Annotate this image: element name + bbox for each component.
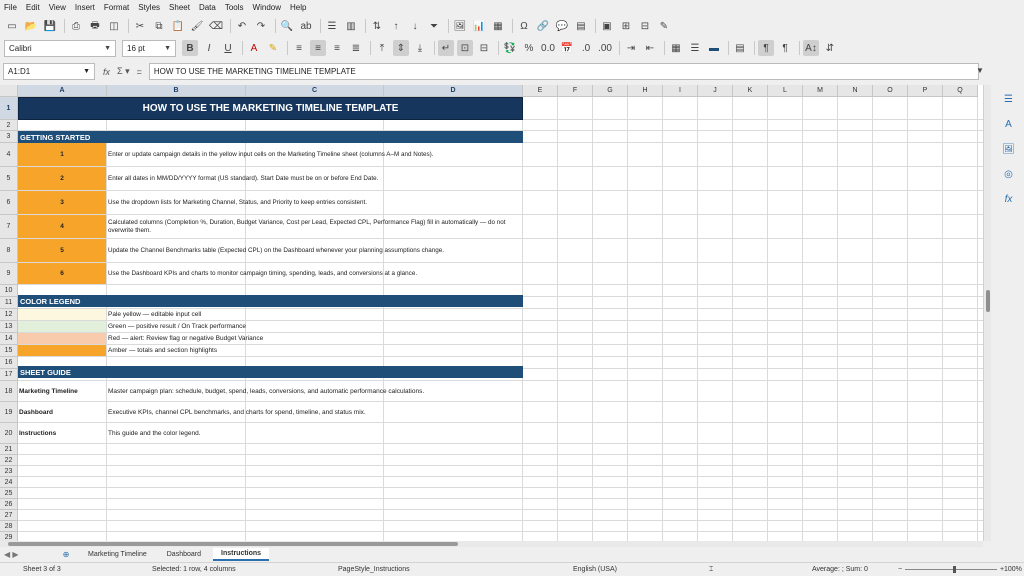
menu-tools[interactable]: Tools (224, 2, 244, 12)
legend-swatch[interactable] (18, 345, 106, 356)
column-header-a[interactable]: A (18, 85, 107, 97)
autofilter-icon[interactable]: ⏷ (430, 20, 438, 32)
row-header-17[interactable]: 17 (0, 369, 18, 381)
row-header-9[interactable]: 9 (0, 263, 18, 285)
align-top-icon[interactable]: ⤒ (379, 42, 385, 54)
menu-help[interactable]: Help (290, 2, 307, 12)
select-all-corner[interactable] (0, 85, 18, 97)
row-header-10[interactable]: 10 (0, 285, 18, 297)
find-replace-icon[interactable]: 🔍 (280, 20, 294, 32)
toolbar-separator (242, 41, 243, 55)
redo-icon[interactable]: ↷ (256, 20, 266, 32)
column-header-q[interactable]: Q (943, 85, 978, 97)
functions-icon[interactable]: fx (1004, 193, 1013, 205)
toolbar-separator (512, 19, 513, 33)
wrap-text-icon[interactable]: ↵ (438, 40, 454, 56)
toolbar-separator (664, 41, 665, 55)
tab-label: Marketing Timeline (88, 550, 147, 558)
gridline-col (907, 97, 908, 541)
gridline-row (18, 487, 983, 488)
status-summary[interactable]: Average: ; Sum: 0 (812, 566, 868, 573)
row-header-19[interactable]: 19 (0, 402, 18, 423)
name-box[interactable] (3, 63, 95, 80)
gridline-row (18, 531, 983, 532)
guide-sheet-name-cell[interactable]: Dashboard (19, 408, 53, 416)
toolbar-separator (287, 41, 288, 55)
sidebar-deck (993, 85, 1024, 541)
column-header-c[interactable]: C (246, 85, 384, 97)
percent-format-icon[interactable]: % (524, 42, 534, 54)
step-number-cell[interactable]: 1 (18, 143, 106, 166)
tab-dashboard[interactable] (159, 548, 209, 561)
section-getting-started[interactable] (18, 131, 523, 143)
comment-icon[interactable]: 💬 (555, 20, 569, 32)
row-header-2[interactable]: 2 (0, 120, 18, 131)
formatting-toolbar (0, 37, 1024, 59)
scroll-thumb[interactable] (8, 542, 458, 546)
menu-view[interactable]: View (48, 2, 66, 12)
guide-description-cell[interactable]: Executive KPIs, channel CPL benchmarks, and charts for spend, timeline, and status mix. (108, 408, 366, 416)
column-header-d[interactable]: D (384, 85, 523, 97)
menu-format[interactable]: Format (103, 2, 130, 12)
column-header-h[interactable]: H (628, 85, 663, 97)
toolbar-separator (320, 19, 321, 33)
row-header-24[interactable]: 24 (0, 477, 18, 488)
tab-marketing-timeline[interactable] (80, 548, 155, 561)
toolbar-separator (434, 41, 435, 55)
gridline-col (872, 97, 873, 541)
toolbar-separator (275, 19, 276, 33)
navigator-icon[interactable]: ◎ (1004, 168, 1013, 180)
row-header-29[interactable]: 29 (0, 532, 18, 541)
sort-descending-icon[interactable]: ↓ (412, 20, 418, 32)
menu-insert[interactable]: Insert (74, 2, 95, 12)
column-header-g[interactable]: G (593, 85, 628, 97)
add-decimal-icon[interactable]: .0 (581, 42, 591, 54)
insert-image-icon[interactable]: 🖼 (453, 20, 467, 32)
expand-formula-bar-icon[interactable]: ▼ (976, 66, 984, 75)
pivot-table-icon[interactable]: ▦ (493, 20, 503, 32)
add-sheet-icon[interactable]: ⊕ (62, 549, 70, 559)
toolbar-separator (128, 19, 129, 33)
step-text-cell[interactable]: Calculated columns (Completion %, Duration, Budget Variance, Cost per Lead, Expected CPL, Performance Flag) fill in automatically — do not overwrite them. (108, 218, 506, 234)
formula-bar (0, 61, 1024, 82)
print-preview-icon[interactable]: ◫ (109, 20, 119, 32)
cut-icon[interactable]: ✂ (135, 20, 145, 32)
column-header-k[interactable]: K (733, 85, 768, 97)
gridline-row (18, 454, 983, 455)
row-header-21[interactable]: 21 (0, 444, 18, 455)
bold-icon[interactable]: B (182, 40, 198, 56)
gridline-col (697, 97, 698, 541)
status-zoom[interactable]: 100% (1004, 566, 1022, 573)
styles-icon[interactable]: A (1005, 118, 1012, 130)
row-header-6[interactable]: 6 (0, 191, 18, 215)
align-bottom-icon[interactable]: ⤓ (417, 42, 423, 54)
increase-indent-icon[interactable]: ⇥ (626, 42, 636, 54)
row-header-27[interactable]: 27 (0, 510, 18, 521)
clear-formatting-icon[interactable]: ⌫ (208, 20, 224, 32)
step-text-cell[interactable]: Enter all dates in MM/DD/YYYY format (US standard). Start Date must be on or before End Date. (108, 174, 379, 182)
align-right-icon[interactable]: ≡ (334, 42, 340, 54)
right-to-left-icon[interactable]: ¶ (782, 42, 788, 54)
sort-icon[interactable]: ⇅ (372, 20, 382, 32)
vertical-text-icon[interactable]: ⇵ (825, 42, 835, 54)
row-header-25[interactable]: 25 (0, 488, 18, 499)
guide-description-cell[interactable]: Master campaign plan: schedule, budget, spend, leads, conversions, and automatic performance calculations. (108, 387, 425, 395)
function-wizard-icon[interactable]: fx (103, 66, 111, 77)
sum-icon[interactable]: Σ ▾ (117, 66, 130, 76)
status-language[interactable]: English (USA) (573, 566, 617, 573)
copy-icon[interactable]: ⧉ (155, 20, 163, 32)
menu-edit[interactable]: Edit (25, 2, 40, 12)
text-direction-icon[interactable]: A↕ (803, 40, 819, 56)
left-to-right-icon[interactable]: ¶ (758, 40, 774, 56)
menu-sheet[interactable]: Sheet (169, 2, 190, 12)
row-header-1[interactable]: 1 (0, 97, 18, 120)
font-color-icon[interactable]: A (250, 42, 258, 54)
legend-swatch[interactable] (18, 321, 106, 332)
guide-description-cell[interactable]: This guide and the color legend. (108, 429, 201, 437)
gridline-row (18, 443, 983, 444)
gridline-row (18, 356, 983, 357)
undo-icon[interactable]: ↶ (237, 20, 247, 32)
insert-chart-icon[interactable]: 📊 (472, 20, 486, 32)
section-sheet-guide[interactable] (18, 366, 523, 378)
formula-icon[interactable]: = (136, 66, 142, 77)
gridline-row (18, 476, 983, 477)
toolbar-separator (448, 19, 449, 33)
sheet-tab-bar (0, 547, 1024, 561)
italic-icon[interactable]: I (207, 42, 211, 54)
status-selection: Selected: 1 row, 4 columns (152, 566, 236, 573)
selection-mode-icon[interactable]: ⌶ (709, 566, 714, 573)
column-header-o[interactable]: O (873, 85, 908, 97)
gridline-row (18, 465, 983, 466)
font-name-value: Calibri (9, 43, 32, 53)
column-header-b[interactable]: B (107, 85, 246, 97)
section-color-legend[interactable] (18, 295, 523, 307)
border-style-icon[interactable]: ☰ (690, 42, 700, 54)
borders-icon[interactable]: ▦ (671, 42, 681, 54)
new-document-icon[interactable]: ▭ (7, 20, 17, 32)
row-header-28[interactable]: 28 (0, 521, 18, 532)
row-header-26[interactable]: 26 (0, 499, 18, 510)
step-number-cell[interactable]: 6 (18, 263, 106, 284)
date-format-icon[interactable]: 📅 (560, 42, 574, 54)
font-size-box[interactable] (122, 40, 176, 57)
formula-content: HOW TO USE THE MARKETING TIMELINE TEMPLATE (153, 67, 356, 76)
column-header-n[interactable]: N (838, 85, 873, 97)
legend-swatch[interactable] (18, 309, 106, 320)
scroll-thumb[interactable] (986, 290, 990, 312)
decrease-indent-icon[interactable]: ⇤ (645, 42, 655, 54)
column-header-f[interactable]: F (558, 85, 593, 97)
zoom-out-icon[interactable]: − (898, 566, 903, 573)
font-size-value: 16 pt (127, 43, 145, 53)
row-header-8[interactable]: 8 (0, 239, 18, 263)
gridline-col (767, 97, 768, 541)
gridline-row (18, 509, 983, 510)
row-header-7[interactable]: 7 (0, 215, 18, 239)
export-pdf-icon[interactable]: ⎙ (72, 20, 80, 32)
toolbar-separator (365, 19, 366, 33)
legend-text-cell[interactable]: Red — alert: Review flag or negative Budget Variance (108, 335, 264, 342)
column-header-m[interactable]: M (803, 85, 838, 97)
row-header-13[interactable]: 13 (0, 321, 18, 333)
gridline-row (18, 284, 983, 285)
row-header-12[interactable]: 12 (0, 309, 18, 321)
step-number-cell[interactable]: 5 (18, 239, 106, 262)
sort-ascending-icon[interactable]: ↑ (393, 20, 399, 32)
gridline-col (802, 97, 803, 541)
align-middle-icon[interactable]: ⇕ (393, 40, 409, 56)
row-header-15[interactable]: 15 (0, 345, 18, 357)
toolbar-separator (754, 41, 755, 55)
properties-icon[interactable]: ☰ (1004, 93, 1013, 105)
chevron-down-icon: ▼ (104, 44, 111, 52)
menu-window[interactable]: Window (252, 2, 281, 12)
number-format-icon[interactable]: 0.0 (541, 42, 555, 54)
underline-icon[interactable]: U (224, 42, 232, 54)
highlight-color-icon[interactable]: ✎ (268, 42, 278, 54)
row-header-18[interactable]: 18 (0, 381, 18, 402)
font-name-box[interactable] (4, 40, 116, 57)
gridline-col (732, 97, 733, 541)
justify-icon[interactable]: ≣ (351, 42, 361, 54)
paste-icon[interactable]: 📋 (171, 20, 185, 32)
gridline-col (557, 97, 558, 541)
gridline-row (18, 498, 983, 499)
step-text-cell[interactable]: Enter or update campaign details in the yellow input cells on the Marketing Timeline sheet (columns A–M and Notes). (108, 150, 434, 158)
legend-text-cell[interactable]: Amber — totals and section highlights (108, 347, 218, 354)
headers-footers-icon[interactable]: ▤ (576, 20, 586, 32)
standard-toolbar (0, 15, 1024, 37)
tab-navigation-arrows[interactable]: ◀ ▶ (4, 549, 19, 559)
title-cell[interactable] (18, 97, 523, 120)
step-text-cell[interactable]: Use the Dashboard KPIs and charts to monitor campaign timing, spending, leads, and conversions at a glance. (108, 269, 418, 277)
column-header-i[interactable]: I (663, 85, 698, 97)
toolbar-separator (799, 41, 800, 55)
tab-label: Dashboard (166, 550, 201, 558)
gridline-col (837, 97, 838, 541)
section-title: COLOR LEGEND (20, 296, 81, 306)
border-color-icon[interactable]: ▬ (709, 42, 719, 54)
unmerge-icon[interactable]: ⊟ (479, 42, 489, 54)
gridline-row (18, 520, 983, 521)
toolbar-separator (728, 41, 729, 55)
row-header-5[interactable]: 5 (0, 167, 18, 191)
column-header-p[interactable]: P (908, 85, 943, 97)
chevron-down-icon: ▼ (164, 44, 171, 52)
row-icon[interactable]: ☰ (327, 20, 337, 32)
row-header-3[interactable]: 3 (0, 131, 18, 143)
toolbar-separator (370, 41, 371, 55)
status-sheet: Sheet 3 of 3 (23, 566, 61, 573)
print-icon[interactable]: 🖶 (90, 19, 100, 31)
align-center-icon[interactable]: ≡ (310, 40, 326, 56)
toolbar-separator (230, 19, 231, 33)
legend-text-cell[interactable]: Pale yellow — editable input cell (108, 311, 202, 318)
toolbar-separator (595, 19, 596, 33)
gridline-col (592, 97, 593, 541)
gridline-col (627, 97, 628, 541)
menu-file[interactable]: File (4, 2, 17, 12)
row-header-23[interactable]: 23 (0, 466, 18, 477)
guide-sheet-name-cell[interactable]: Instructions (19, 429, 57, 437)
row-header-22[interactable]: 22 (0, 455, 18, 466)
zoom-slider[interactable] (905, 569, 997, 570)
column-header-e[interactable]: E (523, 85, 558, 97)
spelling-icon[interactable]: ab (300, 20, 312, 32)
section-title: SHEET GUIDE (20, 367, 71, 377)
clone-formatting-icon[interactable]: 🖌 (190, 20, 204, 32)
hyperlink-icon[interactable]: 🔗 (536, 20, 550, 32)
save-icon[interactable]: 💾 (43, 20, 57, 32)
merge-center-icon[interactable]: ⊡ (457, 40, 473, 56)
split-window-icon[interactable]: ⊟ (640, 20, 650, 32)
formula-input[interactable] (149, 63, 979, 80)
guide-sheet-name-cell[interactable]: Marketing Timeline (19, 387, 78, 395)
row-header-14[interactable]: 14 (0, 333, 18, 345)
gridline-col (942, 97, 943, 541)
freeze-rows-columns-icon[interactable]: ⊞ (621, 20, 631, 32)
row-header-16[interactable]: 16 (0, 357, 18, 369)
legend-text-cell[interactable]: Green — positive result / On Track performance (108, 323, 246, 330)
row-header-11[interactable]: 11 (0, 297, 18, 309)
zoom-in-icon[interactable]: + (1000, 566, 1005, 573)
status-page-style[interactable]: PageStyle_Instructions (338, 566, 410, 573)
vertical-scrollbar[interactable] (983, 85, 991, 541)
status-bar (0, 562, 1024, 576)
column-icon[interactable]: ▥ (346, 20, 356, 32)
conditional-format-icon[interactable]: ▤ (735, 42, 745, 54)
gridline-col (977, 97, 978, 541)
cell-grid[interactable] (18, 97, 983, 541)
toolbar-separator (619, 41, 620, 55)
gallery-icon[interactable]: 🖼 (1002, 143, 1015, 155)
zoom-knob[interactable] (953, 566, 956, 573)
column-header-l[interactable]: L (768, 85, 803, 97)
special-character-icon[interactable]: Ω (520, 20, 528, 32)
spreadsheet-grid[interactable] (0, 85, 983, 541)
menu-bar (0, 0, 1024, 14)
currency-format-icon[interactable]: 💱 (503, 42, 517, 54)
menu-styles[interactable]: Styles (138, 2, 161, 12)
menu-data[interactable]: Data (198, 2, 216, 12)
name-box-value: A1:D1 (8, 67, 31, 76)
step-number-cell[interactable]: 4 (18, 215, 106, 238)
column-header-j[interactable]: J (698, 85, 733, 97)
step-number-cell[interactable]: 3 (18, 191, 106, 214)
step-number-cell[interactable]: 2 (18, 167, 106, 190)
toolbar-separator (64, 19, 65, 33)
delete-decimal-icon[interactable]: .00 (598, 42, 612, 54)
toolbar-separator (498, 41, 499, 55)
tab-label: Instructions (221, 549, 262, 557)
legend-swatch[interactable] (18, 333, 106, 344)
title-text: HOW TO USE THE MARKETING TIMELINE TEMPLATE (142, 103, 399, 114)
align-left-icon[interactable]: ≡ (296, 42, 302, 54)
chevron-down-icon: ▼ (83, 68, 90, 75)
row-header-4[interactable]: 4 (0, 143, 18, 167)
tab-instructions[interactable] (213, 548, 269, 561)
define-print-area-icon[interactable]: ▣ (602, 20, 612, 32)
step-text-cell[interactable]: Use the dropdown lists for Marketing Channel, Status, and Priority to keep entries consistent. (108, 198, 368, 206)
open-file-icon[interactable]: 📂 (24, 20, 38, 32)
gridline-col (662, 97, 663, 541)
section-title: GETTING STARTED (20, 132, 91, 142)
step-text-cell[interactable]: Update the Channel Benchmarks table (Expected CPL) on the Dashboard whenever your planning assumptions change. (108, 246, 445, 254)
row-header-20[interactable]: 20 (0, 423, 18, 444)
show-draw-functions-icon[interactable]: ✎ (659, 20, 669, 32)
